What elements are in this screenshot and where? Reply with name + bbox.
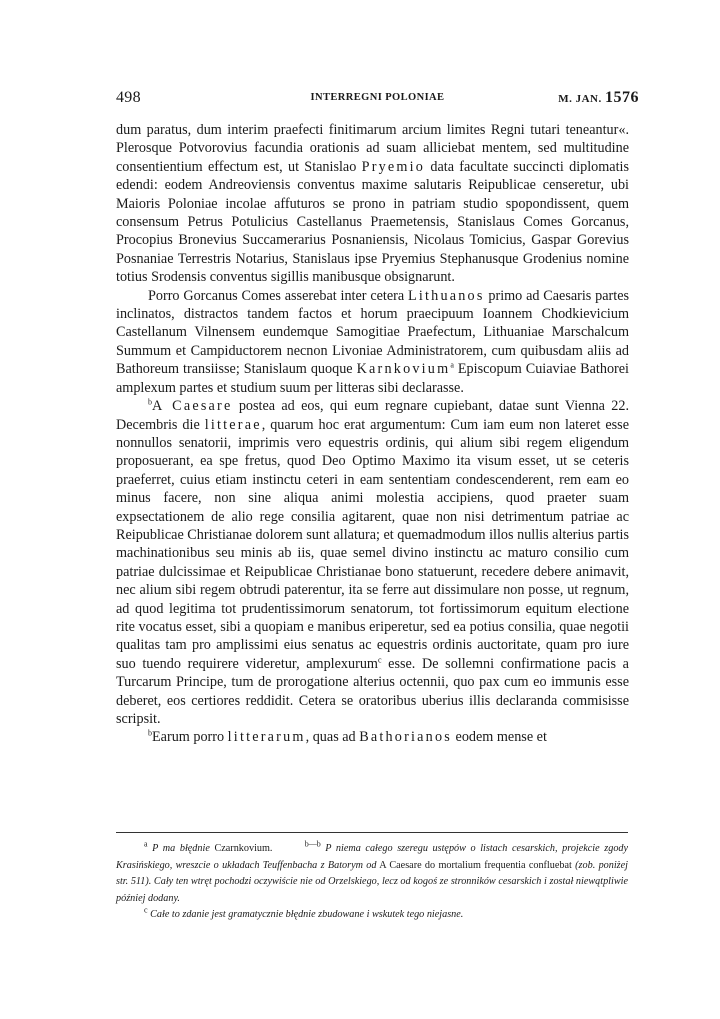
paragraph-3-text-a: postea ad eos, qui eum regnare cupiebant, datae sunt Vienna 22. Decembris die [116,398,630,433]
footnote-b-text-1: A Caesare do [379,859,436,871]
paragraph-1-text: dum paratus, dum interim praefecti finitimarum arcium limites Regni tutari teneantur«. Plerosque Potvorovius facundia orationis ad suam alliciebat mentem, sed multitudine consentientium effectum est, ut Stanislao [116,122,629,175]
footnote-b-italic-2: (zob. poniżej str. 511). Cały ten wtręt pochodzi oczywiście nie od Orzelskiego, lecz od kogoś ze stronników cesarskich i został niewątpliwie później dodany. [116,859,628,904]
footnotes [116,841,628,924]
paragraph-4 [116,728,629,746]
footnote-c-italic: Całe to zdanie jest gramatycznie błędnie zbudowane i wskutek tego niejasne. [150,909,464,920]
footnote-divider [116,832,628,833]
body-text [116,121,629,747]
spaced-name-lithuanos: Lithuanos [408,287,485,304]
paragraph-2 [116,287,629,397]
paragraph-4-text-a: Earum porro [152,729,225,746]
paragraph-2-text-b: primo ad Caesaris partes inclinatos, distractos tandem factos et horum praecipuum Ioannem Chodkievicium Castellanum Vilnensem eundemque Samogitiae Praefectum, Lithuaniae Marschalcum Summum et Campiductorem necnon Livoniae Administratorem, cum quibusdam aliis ad Bathoreum transiisse; Stanislaum quoque [116,287,630,378]
footnote-ref-b: b [148,728,152,738]
paragraph-3 [116,397,629,728]
paragraph-2-text-c: Episcopum Cuiaviae Bathorei amplexum partes et studium suum per litteras sibi declarasse. [116,361,630,396]
spaced-name-pryemio: Pryemio [361,158,426,175]
footnote-c-mark: c [144,905,148,915]
spaced-name-bathorianos: Bathorianos [359,729,452,746]
paragraph-1-text-b: data facultate succincti diplomatis edendi: eodem Andreoviensis conventus maxime salutaris Reipublicae censeretur, ubi Maioris Poloniae incolae affuturos se prono in patriam studio spopondissent, quem consensum Petrus Potulicius Castellanus Praemetensis, Stanislaus Comes Gorcanus, Procopius Bronevius Succamerarius Posnaniensis, Nicolaus Tomicius, Gaspar Gorevius Posnaniae Terrestris Notarius, Stanislaus ipse Pryemius Stephanusque Grodenius nomine totius Srodensis conventus sigillis manibusque obsignarunt. [116,158,630,286]
footnote-ref-b-start: b [148,397,152,407]
header-date-prefix: M. JAN. [558,93,602,105]
footnote-b-mark: b—b [304,839,321,849]
spaced-word-litterarum: litterarum [227,729,306,746]
paragraph-3-text-c: esse. De sollemni confirmatione pacis a Turcarum Principe, tum de prorogatione alterius octennii, quo pax cum eo immunis esse deberet, eos certiores reddidit. Cetera se oratoribus uberius illis declaranda commisisse scripsit. [116,655,629,727]
footnote-c [116,907,628,924]
paragraph-4-text-c: eodem mense et [455,729,547,746]
spaced-name-karnkovium: Karnkovium [356,361,451,378]
footnote-ref-c: c [377,655,382,665]
spaced-word-litterae: litterae [204,416,262,433]
page-number: 498 [116,89,141,106]
header-year: 1576 [605,89,639,106]
paragraph-2-text-a: Porro Gorcanus Comes asserebat inter cetera [148,287,405,304]
footnote-ref-a: a [450,360,454,370]
footnote-b-text-2: mortalium frequentia confluebat [438,859,572,871]
paragraph-3-text-b: , quarum hoc erat argumentum: Cum iam eum non lateret esse nonnullos senatorii, imprimis vero equestris ordinis, qui alium sibi regem eligendum proposuerant, ea spe fretus, quod Deo Optimo Maximo ita visum esset, ut se ceteris praeferret, cuius etiam instinctu ceteri in eam sententiam condescenderent, rem eam eo minus facere, non sine aliqua animi molestia accipiens, quod praeter suam expsectationem de alio rege consilia agitarent, quae non nisi detrimentum patriae ac Reipublicae Christianae dolorem sunt allatura; et quemadmodum illos nullis alterius partis machinationibus seu minis ab iis, quae semel divino instinctu ac maturo consilio cum patriae dulcissimae et Reipublicae Christianae bono statuerunt, recedere debere animavit, nec alium sibi regem obtrudi paterentur, ita se ferre aut dissimulare non posse, ut regnum, ad quod legitima tot prudentissimorum senatorum, tot fortissimorum equitum electione rite vocatus esset, sibi a quopiam e manibus eriperetur, sed ea potius consilia, quae negotii qualitas tam pro amplissimi eius senatus ac equestris ordinis auctoritate, quam pro iure suo tuendo requirere videretur, amplexurum [116,416,630,672]
footnote-a-italic: P ma błędnie [152,843,210,854]
footnote-a-text: Czarnkovium. [214,843,273,854]
spaced-name-a-caesare: A Caesare [152,398,233,415]
page-header [116,89,639,111]
footnote-a-b [116,841,628,907]
paragraph-1 [116,121,629,287]
footnote-b-italic-1: P niema całego szeregu ustępów o listach cesarskich, projekcie zgody Krasińskiego, wreszcie o układach Teuffenbacha z Batorym od [116,843,629,871]
footnote-a-mark: a [144,839,148,849]
paragraph-4-text-b: , quas ad [305,729,356,746]
header-date [558,89,639,107]
running-title: INTERREGNI POLONIAE [310,92,445,103]
